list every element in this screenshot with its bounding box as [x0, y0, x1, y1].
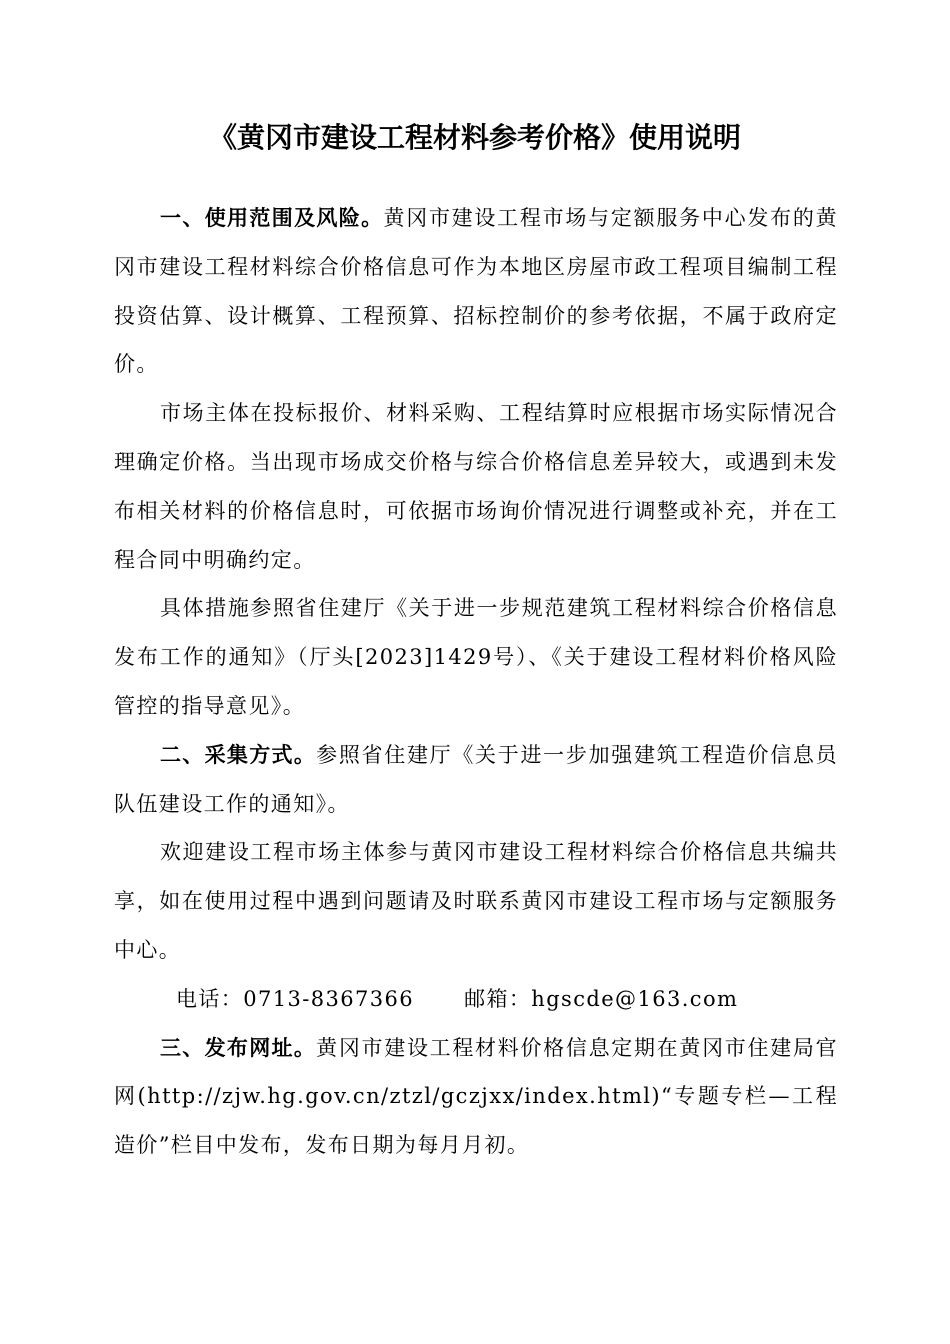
- document-title: 《黄冈市建设工程材料参考价格》使用说明: [208, 121, 741, 154]
- contact-line: [114, 975, 838, 1024]
- contact-email: 邮箱：hgscde@163.com: [464, 986, 739, 1011]
- section-publish-url: [114, 1024, 838, 1170]
- section-heading: 三、发布网址。: [160, 1035, 317, 1060]
- paragraph-text: 黄冈市建设工程市场与定额服务中心发布的黄冈市建设工程材料综合价格信息可作为本地区房屋市政工程项目编制工程投资估算、设计概算、工程预算、招标控制价的参考依据，不属于政府定价。: [114, 206, 839, 377]
- paragraph-text: 具体措施参照省住建厅《关于进一步规范建筑工程材料综合价格信息发布工作的通知》（厅头[2023]1429号）、《关于建设工程材料价格风险管控的指导意见》。: [114, 596, 838, 718]
- paragraph-text: 欢迎建设工程市场主体参与黄冈市建设工程材料综合价格信息共编共享，如在使用过程中遇到问题请及时联系黄冈市建设工程市场与定额服务中心。: [114, 840, 838, 962]
- section-heading: 二、采集方式。: [160, 742, 317, 767]
- paragraph-text: 市场主体在投标报价、材料采购、工程结算时应根据市场实际情况合理确定价格。当出现市场成交价格与综合价格信息差异较大，或遇到未发布相关材料的价格信息时，可依据市场询价情况进行调整或补充，并在工程合同中明确约定。: [114, 401, 838, 572]
- paragraph-text: 参照省住建厅《关于进一步加强建筑工程造价信息员队伍建设工作的通知》。: [114, 742, 838, 816]
- contact-phone: 电话：0713-8367366: [176, 986, 415, 1011]
- paragraph-market-pricing: [114, 389, 838, 584]
- section-usage-scope: [114, 194, 838, 389]
- section-heading: 一、使用范围及风险。: [160, 206, 384, 230]
- paragraph-welcome: [114, 828, 838, 974]
- paragraph-specific-measures: [114, 584, 838, 730]
- document-body: [114, 194, 838, 1170]
- paragraph-text: 黄冈市建设工程材料价格信息定期在黄冈市住建局官网(http://zjw.hg.gov.cn/ztzl/gczjxx/index.html)“专题专栏—工程造价”栏目中发布，发布日期为每月月初。: [114, 1035, 838, 1158]
- section-collection-method: [114, 731, 838, 829]
